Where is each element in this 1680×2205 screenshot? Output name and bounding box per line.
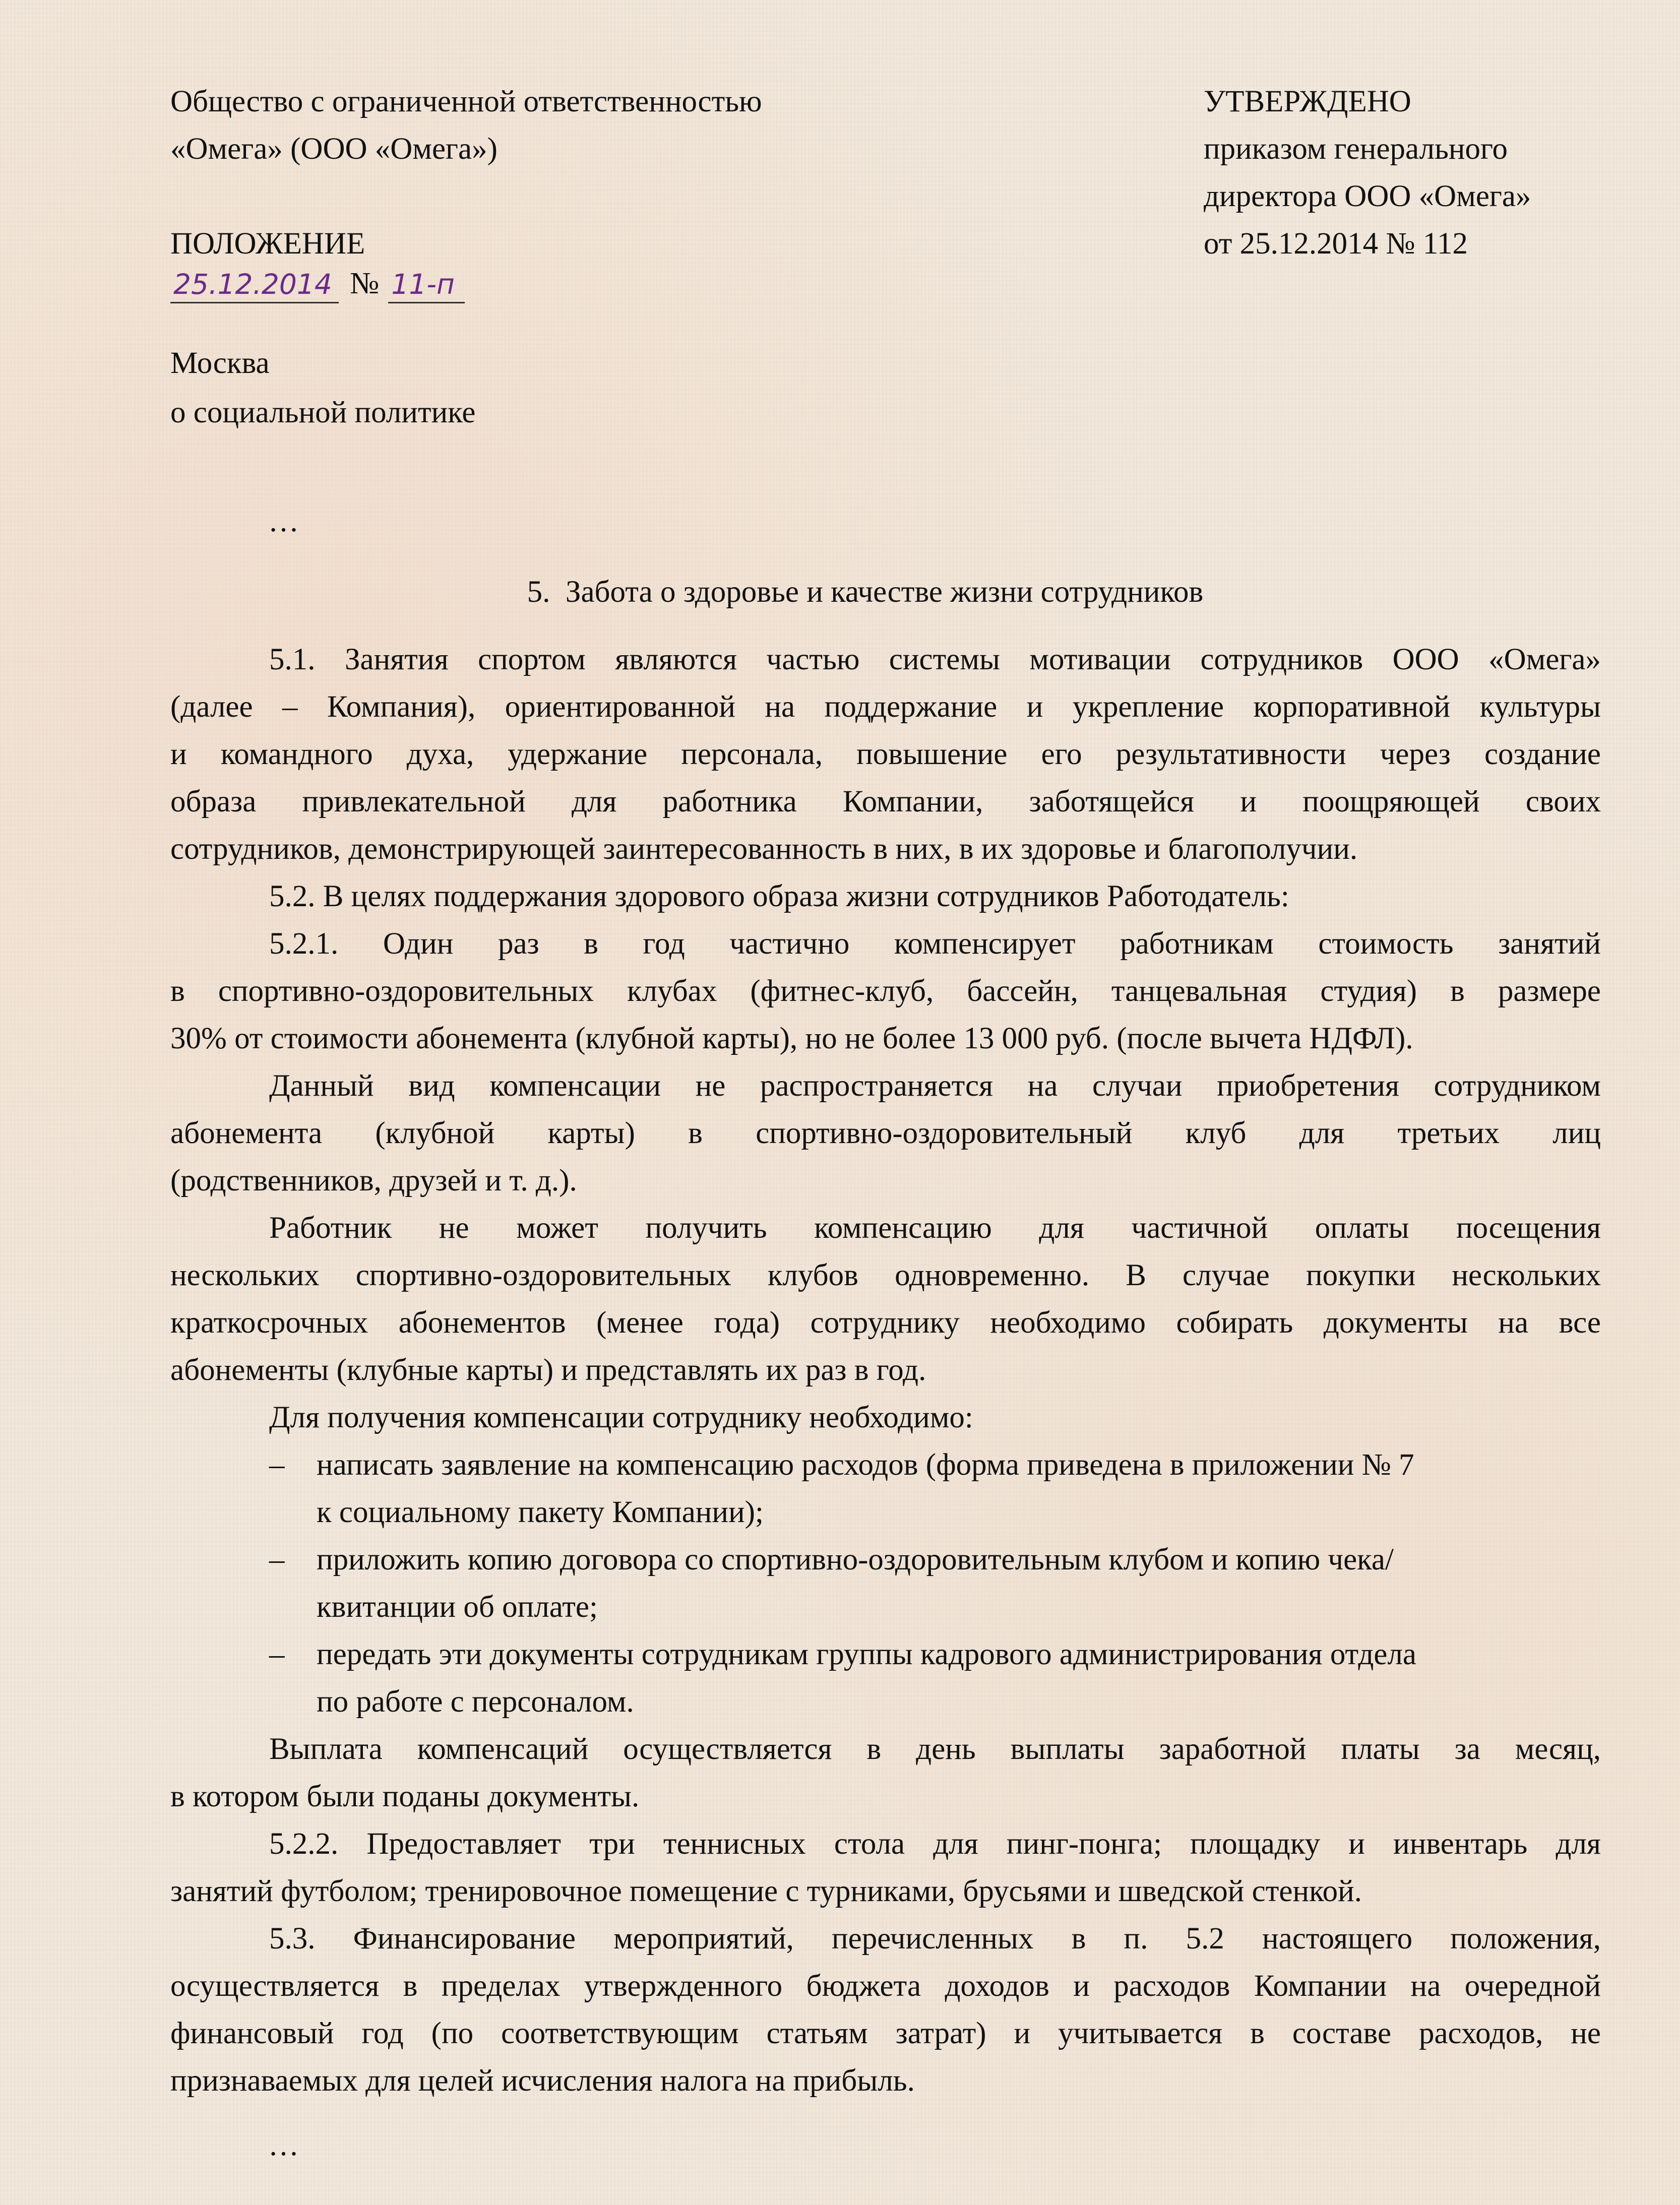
ellipsis-bottom: … [268, 2128, 299, 2162]
document-body [170, 636, 1601, 2105]
body-line: в котором были поданы документы. [170, 1780, 640, 1813]
body-line: признаваемых для целей исчисления налога на прибыль. [170, 2064, 915, 2098]
body-line: нескольких спортивно-оздоровительных клубов одновременно. В случае покупки нескольких [170, 1258, 1601, 1292]
body-line: абонемента (клубной карты) в спортивно-оздоровительный клуб для третьих лиц [170, 1116, 1601, 1150]
list-item-text: передать эти документы сотрудникам группы кадрового администрирования отдела [317, 1637, 1417, 1671]
body-line: абонементы (клубные карты) и представлять их раз в год. [170, 1353, 926, 1387]
body-line: сотрудников, демонстрирующей заинтересованность в них, в их здоровье и благополучии. [170, 832, 1358, 866]
list-dash: – [269, 1448, 285, 1482]
body-line: 5.2.1. Один раз в год частично компенсирует работникам стоимость занятий [269, 927, 1601, 961]
list-item-text: приложить копию договора со спортивно-оздоровительным клубом и копию чека/ [317, 1543, 1394, 1577]
org-name-line2: «Омега» (ООО «Омега») [170, 132, 497, 166]
org-name-line1: Общество с ограниченной ответственностью [170, 85, 762, 118]
body-line: и командного духа, удержание персонала, повышение его результативности через создание [170, 737, 1601, 771]
list-item [170, 1441, 1601, 1489]
body-line: осуществляется в пределах утвержденного бюджета доходов и расходов Компании на очередной [170, 1969, 1601, 2003]
list-item [170, 1631, 1601, 1678]
body-line: Работник не может получить компенсацию для частичной оплаты посещения [269, 1211, 1601, 1245]
ellipsis-top: … [268, 505, 299, 538]
body-line: (далее – Компания), ориентированной на поддержание и укрепление корпоративной культуры [170, 690, 1601, 724]
body-line: Данный вид компенсации не распространяется на случаи приобретения сотрудником [269, 1069, 1601, 1103]
body-line: 5.2. В целях поддержания здорового образа жизни сотрудников Работодатель: [269, 879, 1289, 913]
document-number-field[interactable]: 11-п [388, 267, 465, 303]
document-date-field[interactable]: 25.12.2014 [170, 267, 339, 303]
organization-block [170, 78, 762, 268]
section-title: Забота о здоровье и качестве жизни сотрудников [565, 575, 1204, 609]
body-line: Выплата компенсаций осуществляется в день выплаты заработной платы за месяц, [269, 1732, 1601, 1766]
city: Москва [170, 346, 270, 380]
document-number-line [170, 263, 465, 303]
body-line: Для получения компенсации сотруднику необходимо: [269, 1401, 973, 1434]
document-type: ПОЛОЖЕНИЕ [170, 227, 365, 261]
body-line: в спортивно-оздоровительных клубах (фитнес-клуб, бассейн, танцевальная студия) в размере [170, 974, 1601, 1008]
document-subject: о социальной политике [170, 396, 476, 429]
section-heading [0, 575, 1680, 610]
body-line: финансовый год (по соответствующим статьям затрат) и учитывается в составе расходов, не [170, 2017, 1601, 2050]
approval-title: УТВЕРЖДЕНО [1204, 85, 1411, 118]
body-line: 5.1. Занятия спортом являются частью системы мотивации сотрудников ООО «Омега» [269, 643, 1601, 676]
list-item-text: написать заявление на компенсацию расходов (форма приведена в приложении № 7 [317, 1448, 1414, 1482]
list-item [170, 1536, 1601, 1584]
section-number: 5. [527, 575, 550, 609]
number-sign: № [350, 267, 380, 300]
body-line: 5.2.2. Предоставляет три теннисных стола для пинг-понга; площадку и инвентарь для [269, 1827, 1601, 1861]
body-line: 5.3. Финансирование мероприятий, перечисленных в п. 5.2 настоящего положения, [269, 1922, 1601, 1956]
approval-line3: директора ООО «Омега» [1204, 179, 1531, 213]
list-item-continuation: к социальному пакету Компании); [317, 1495, 764, 1529]
approval-line4: от 25.12.2014 № 112 [1204, 227, 1468, 261]
list-item-continuation: квитанции об оплате; [317, 1590, 598, 1624]
body-line: (родственников, друзей и т. д.). [170, 1164, 577, 1198]
body-line: 30% от стоимости абонемента (клубной карты), но не более 13 000 руб. (после вычета НДФЛ). [170, 1022, 1413, 1055]
list-dash: – [269, 1543, 285, 1577]
approval-stamp [1204, 78, 1531, 268]
approval-line2: приказом генерального [1204, 132, 1508, 166]
body-line: образа привлекательной для работника Компании, заботящейся и поощряющей своих [170, 785, 1601, 818]
list-item-continuation: по работе с персоналом. [317, 1685, 634, 1719]
list-dash: – [269, 1637, 285, 1671]
body-line: занятий футболом; тренировочное помещение с турниками, брусьями и шведской стенкой. [170, 1874, 1362, 1908]
body-line: краткосрочных абонементов (менее года) сотруднику необходимо собирать документы на все [170, 1306, 1601, 1340]
